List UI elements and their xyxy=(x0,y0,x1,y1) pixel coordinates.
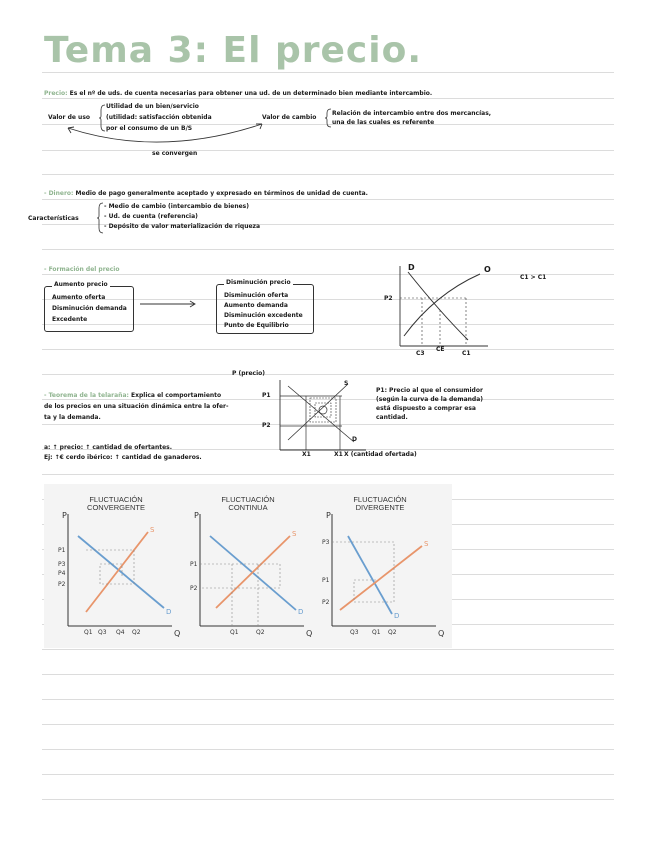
dinero-item: - Medio de cambio (intercambio de bienes) xyxy=(104,203,249,210)
demand-label: D xyxy=(298,608,304,616)
cobweb-s: S xyxy=(344,380,349,387)
aumento-item: Excedente xyxy=(52,316,88,323)
cobweb-x2: X1 xyxy=(334,451,343,458)
graph-p-label: P2 xyxy=(384,295,393,302)
axis-q: Q xyxy=(438,629,445,638)
dinero-label: - Dinero: xyxy=(44,190,74,197)
supply-line xyxy=(340,546,422,610)
graph-x-label: CE xyxy=(436,346,445,353)
disminucion-item: Punto de Equilibrio xyxy=(224,322,289,329)
q-tick: Q1 xyxy=(230,629,239,636)
p-tick: P4 xyxy=(58,570,66,577)
panel-title: FLUCTUACIÓN xyxy=(221,495,275,504)
page-title: Tema 3: El precio. xyxy=(44,30,422,71)
q-tick: Q3 xyxy=(350,629,359,636)
panel-title: CONVERGENTE xyxy=(87,503,145,512)
caracteristicas-label: Características xyxy=(28,215,79,222)
fluctuation-panel xyxy=(322,495,444,638)
graph-x-label: C3 xyxy=(416,350,425,357)
q-tick: Q2 xyxy=(132,629,141,636)
telarana-definition xyxy=(44,392,221,400)
fluctuation-panel xyxy=(190,495,312,638)
valor-uso-label: Valor de uso xyxy=(48,114,91,121)
cambio-line-1: Relación de intercambio entre dos mercancías, xyxy=(332,110,492,117)
telarana-note-4: cantidad. xyxy=(376,414,408,421)
disminucion-item: Disminución excedente xyxy=(224,312,303,319)
graph-note: C1 > C1 xyxy=(520,274,547,281)
disminucion-precio-title: Disminución precio xyxy=(226,279,291,286)
dinero-def-text: Medio de pago generalmente aceptado y expresado en términos de unidad de cuenta. xyxy=(75,190,368,197)
dinero-item: - Depósito de valor materialización de riqueza xyxy=(104,223,261,230)
q-tick: Q2 xyxy=(256,629,265,636)
formacion-label: - Formación del precio xyxy=(44,266,120,273)
fluctuation-figure xyxy=(44,484,452,648)
disminucion-item: Disminución oferta xyxy=(224,292,289,299)
telarana-note-2: (según la curva de la demanda) xyxy=(376,396,484,403)
utilidad-line-3: por el consumo de un B/S xyxy=(106,125,193,132)
cambio-line-2: una de las cuales es referente xyxy=(332,119,435,126)
p-tick: P1 xyxy=(322,577,330,584)
demand-line xyxy=(78,536,164,608)
formacion-arrow xyxy=(140,300,200,308)
q-tick: Q4 xyxy=(116,629,125,636)
p-tick: P3 xyxy=(322,539,330,546)
panel-title: CONTINUA xyxy=(228,503,268,512)
axis-q: Q xyxy=(174,629,181,638)
panel-title: FLUCTUACIÓN xyxy=(89,495,143,504)
supply-label: S xyxy=(424,540,429,548)
telarana-def-1: Explica el comportamiento xyxy=(131,392,222,399)
p-tick: P1 xyxy=(190,561,198,568)
p-tick: P1 xyxy=(58,547,66,554)
axis-p: P xyxy=(326,511,331,520)
utilidad-line-1: Utilidad de un bien/servicio xyxy=(106,103,199,110)
axis-q: Q xyxy=(306,629,313,638)
cobweb-x1: X1 xyxy=(302,451,311,458)
q-tick: Q1 xyxy=(84,629,93,636)
valor-cambio-label: Valor de cambio xyxy=(262,114,317,121)
supply-line xyxy=(86,532,148,612)
graph-d-label: D xyxy=(408,263,415,272)
telarana-example-1: a: ↑ precio: ↑ cantidad de ofertantes. xyxy=(44,444,173,451)
supply-label: S xyxy=(150,526,155,534)
telarana-def-2: de los precios en una situación dinámica entre la ofer- xyxy=(44,403,229,410)
p-tick: P2 xyxy=(190,585,198,592)
cobweb-x-axis: X (cantidad ofertada) xyxy=(344,451,417,458)
aumento-item: Disminución demanda xyxy=(52,305,127,312)
p-tick: P3 xyxy=(58,561,66,568)
cobweb-p1: P1 xyxy=(262,392,271,399)
precio-def-text: Es el nº de uds. de cuenta necesarias para obtener una ud. de un determinado bien mediante intercambio. xyxy=(69,90,433,97)
dinero-definition xyxy=(44,190,368,198)
p-tick: P2 xyxy=(322,599,330,606)
telarana-note-1: P1: Precio al que el consumidor xyxy=(376,387,483,394)
q-tick: Q3 xyxy=(98,629,107,636)
axis-p: P xyxy=(194,511,199,520)
p-tick: P2 xyxy=(58,581,66,588)
fluctuation-panel xyxy=(58,495,180,638)
panel-title: DIVERGENTE xyxy=(355,503,405,512)
telarana-note-3: está dispuesto a comprar esa xyxy=(376,405,476,412)
aumento-item: Aumento oferta xyxy=(52,294,106,301)
graph-x-label: C1 xyxy=(462,350,471,357)
telarana-label: - Teorema de la telaraña: xyxy=(44,392,129,399)
fluctuation-svg xyxy=(44,484,452,648)
q-tick: Q1 xyxy=(372,629,381,636)
disminucion-item: Aumento demanda xyxy=(224,302,288,309)
cobweb-y-label: P (precio) xyxy=(232,370,266,377)
demand-label: D xyxy=(394,612,400,620)
utilidad-line-2: (utilidad: satisfacción obtenida xyxy=(106,114,212,121)
telarana-def-3: ta y la demanda. xyxy=(44,414,101,421)
panel-title: FLUCTUACIÓN xyxy=(353,495,407,504)
q-tick: Q2 xyxy=(388,629,397,636)
cobweb-graph xyxy=(270,376,370,456)
graph-o-label: O xyxy=(484,265,491,274)
supply-line xyxy=(216,536,290,608)
cobweb-p2: P2 xyxy=(262,422,271,429)
dinero-item: - Ud. de cuenta (referencia) xyxy=(104,213,198,220)
supply-demand-graph xyxy=(380,262,490,362)
precio-label: Precio: xyxy=(44,90,68,97)
aumento-precio-title: Aumento precio xyxy=(54,281,108,288)
supply-label: S xyxy=(292,530,297,538)
cobweb-d: D xyxy=(352,436,357,443)
telarana-example-2: Ej: ↑€ cerdo ibérico: ↑ cantidad de ganaderos. xyxy=(44,454,202,461)
axis-p: P xyxy=(62,511,67,520)
demand-label: D xyxy=(166,608,172,616)
convergen-label: se convergen xyxy=(152,150,198,157)
